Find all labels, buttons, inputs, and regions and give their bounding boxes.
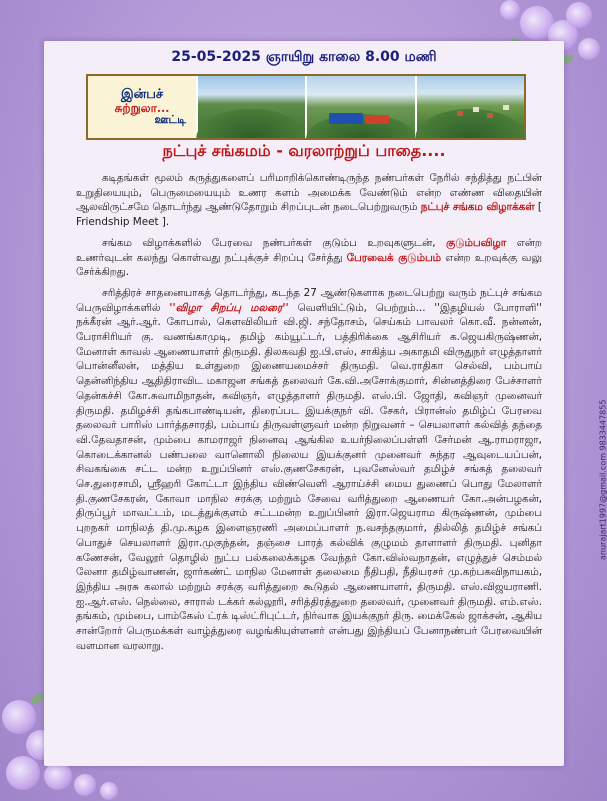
contact-vertical-text: anurajart1997@gmail.com 9833447855 <box>598 399 607 560</box>
event-date-time: 25-05-2025 ஞாயிறு காலை 8.00 மணி <box>171 49 437 65</box>
village-photo <box>415 76 524 138</box>
highlight-forum-family: பேரவைக் குடும்பம் <box>346 251 442 264</box>
highlight-family-festival: குடும்பவிழா <box>446 236 507 249</box>
paragraph-2 <box>76 236 542 280</box>
paragraph-2-text: சங்கம விழாக்களில் பேரவை நண்பர்கள் குடும்ப உறவுகளுடன், <box>102 236 447 249</box>
toy-train-photo <box>305 76 414 138</box>
paragraph-3-text: சரித்திரச் சாதனையாகத் தொடர்ந்து, கடந்த 27 ஆண்டுகளாக நடைபெற்று வரும் நட்புச் சங்கம பெருவிழாக்களில் <box>76 286 542 314</box>
hills-photo <box>196 76 305 138</box>
banner-title <box>88 76 196 138</box>
paragraph-1 <box>76 171 542 230</box>
paragraph-2-end: என்ற உறவுக்கு வலு சேர்க்கிறது. <box>76 251 543 279</box>
paragraph-1-text: கடிதங்கள் மூலம் கருத்துகளைப் பரிமாறிக்கொண்டிருந்த நண்பர்கள் நேரில் சந்தித்து நட்பின் உறுதியையும், பெருமையையும் உணர களம் அமைக்க வேண்டும் என்ற எண்ண விதையின் ஆலவிருட்சமே தொடர்ந்து ஆண்டுதோறும் சிறப்புடன் நடைபெற்றுவரும் <box>76 172 542 214</box>
paragraph-3 <box>76 286 542 654</box>
highlight-souvenir: ''விழா சிறப்பு மலரை'' <box>169 301 289 314</box>
ooty-trip-banner <box>86 74 526 140</box>
paragraph-1-end: [ Friendship Meet ]. <box>76 201 542 229</box>
article-body <box>76 171 542 660</box>
paragraph-3-body: வெளியிட்டும், பெற்றும்... ''இதழியல் போராளி'' நக்கீரன் ஆர்.ஆர். கோபால், கௌவிலியர் வி.ஜி. சந்தோசம், செய்கம் பாவலர் கொ.வீ. நன்னன், பேராசிரியர் கு. வணங்காமுடி, தமிழ் கம்யூட்டர், பத்திரிக்கை ஆசிரியர் க.ஜெயகிருஷ்ணன், மேனாள் காவல் ஆணையாளர் திருமதி. திலகவதி ஐ.பி.எஸ், சாகித்ய அகாதமி விருதுநர் எழுத்தாளர் பொன்னீலன், மத்திய உள்துறை இணையமைச்சர் திருமதி. வெ.ராதிகா செல்வி, பம்பாய் தென்னிந்திய ஆதிதிராவிட மகாஜன சங்கத் தலைவர் கே.வி.அசோக்குமார், சின்னத்திரை பேச்சாளர் தென்கச்சி கோ.சுவாமிநாதன், கவிஞர், எழுத்தாளர் திருமதி. எஸ்.பி. ஜோதி, கவிஞர் முனைவர் திருமதி. தமிழச்சி தங்கபாண்டியன், திரைப்பட இயக்குநர் வி. சேகர், பிரான்ஸ் தமிழ்ப் பேரவை தலைவர் பாரிஸ் பார்த்தசாரதி, பம்பாய் திருவள்ளுவர் மன்ற நிறுவனர் – செயலாளர் கல்வித் தந்தை வி.தேவதாசன், மும்பை காமராஜர் நினைவு ஆங்கில உயர்நிலைப்பள்ளி சேர்மன் ஆ.ராமராஜா, கொடைக்கானல் பண்பலை வானொலி நிலைய இயக்குனர் முனைவர் சுந்தர ஆவுடையப்பன், சிவகங்கை சட்ட மன்ற உறுப்பினர் எஸ்.குணசேகரன், புவனேஸ்வர் தமிழ்ச் சங்கத் தலைவர் செ.துரைசாமி, ஸ்ரீஹரி கோட்டா இந்திய விண்வெளி ஆராய்ச்சி மைய துணைப் பொது மேலாளர் தி.குணசேகரன், கோவா மாநில சரக்கு மற்றும் சேவை வரித்துறை ஆணையர் கோ.அன்பழகன், திருப்பூர் மாவட்டம், மடத்துக்குளம் சட்டமன்ற உறுப்பினர் இரா.ஜெயராம கிருஷ்ணன், மும்பை புறநகர் மாநிலத் தி.மு.கழக இளைஞரணி அமைப்பாளர் ந.வசந்தகுமார், தில்லித் தமிழ்ச் சங்கப் பொதுச் செயலாளர் இரா.முகுந்தன், தஞ்சை பாரத் கல்விக் குழுமம் தாளாளர் திருமதி. புனிதா கணேசன், வேலூர் தொழில் நுட்ப பல்கலைக்கழக வேந்தர் கோ.விஸ்வநாதன், எழுத்துச் செம்மல் லேனா தமிழ்வாணன், ஜார்கண்ட் மாநில மேனாள் தலைமை நீதிபதி, நீதியரசர் மு.கற்பகவிநாயகம், இந்திய அரசு கலால் மற்றும் சரக்கு வரித்துறை கூடுதல் ஆணையாளர், திருமதி. எஸ்.விஜயராணி. ஐ.ஆர்.எஸ். நெல்லை, சாரால் டக்கர் கல்லூரி, சரித்திரத்துறை தலைவர், முனைவர் திருமதி. எம்.எஸ். தங்கம், மும்பை, பாம்கேஸ் ட்ரக் டிஸ்ட்ரிபுட்டர், நிர்வாக இயக்குநர் திரு. மைக்கேல் ஜாக்சன், ஆகிய சான்றோர் பெருமக்கள் வாழ்த்துரை வழங்கியுள்ளனர் என்பது இந்தியப் பேனாநண்பர் பேரவையின் வளமான வரலாறு. <box>76 301 542 652</box>
article-title: நட்புச் சங்கமம் - வரலாற்றுப் பாதை.... <box>162 141 446 160</box>
highlight-friendship-meet: நட்புச் சங்கம விழாக்கள் <box>420 201 535 214</box>
banner-line-2: சுற்றுலா... <box>114 100 170 115</box>
paragraph-2-middle: என்ற உணர்வுடன் கலந்து கொள்வது நட்புக்குச் சிறப்பு சேர்த்து <box>76 236 542 264</box>
article-card <box>44 41 564 766</box>
banner-line-1: இன்பச் <box>120 87 164 103</box>
banner-line-3: ஊட்டி <box>154 113 186 127</box>
